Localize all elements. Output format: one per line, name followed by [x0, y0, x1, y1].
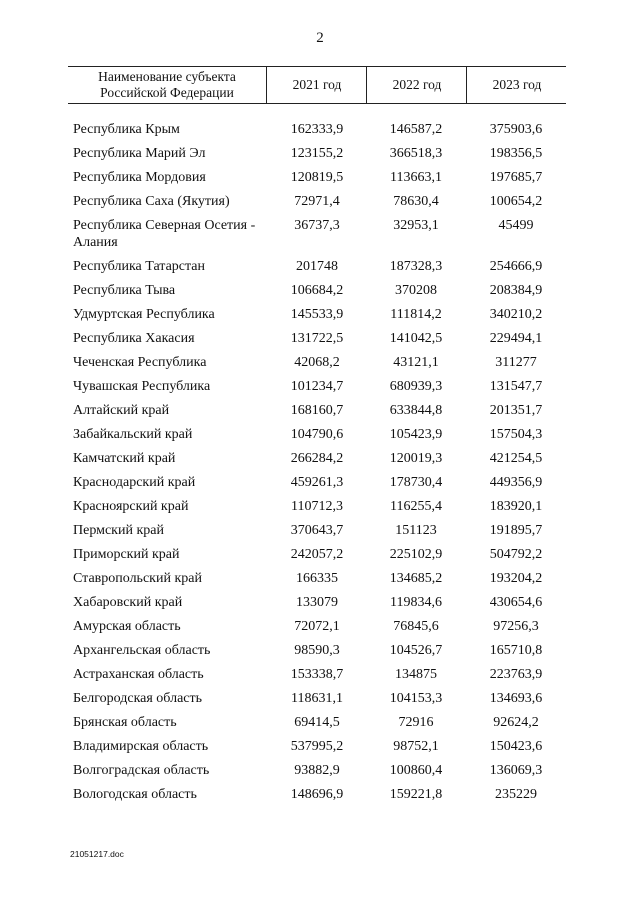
- value-2023: 150423,6: [489, 739, 543, 754]
- subject-name: Республика Марий Эл: [73, 146, 206, 161]
- subject-name: Белгородская область: [73, 691, 203, 706]
- header-subject-name: Наименование субъекта Российской Федерации: [98, 69, 236, 100]
- value-2023: 223763,9: [489, 667, 543, 682]
- value-2023: 198356,5: [489, 146, 543, 161]
- value-2023: 421254,5: [489, 451, 543, 466]
- subject-name: Архангельская область: [73, 643, 211, 658]
- value-2021: 36737,3: [294, 218, 340, 233]
- value-2021: 98590,3: [294, 643, 340, 658]
- value-2023: 45499: [498, 218, 534, 233]
- value-2021: 266284,2: [290, 451, 344, 466]
- subject-name: Республика Крым: [73, 122, 180, 137]
- subject-name: Удмуртская Республика: [73, 307, 215, 322]
- subject-name: Чеченская Республика: [73, 355, 207, 370]
- value-2022: 370208: [395, 283, 437, 298]
- value-2022: 120019,3: [389, 451, 443, 466]
- value-2023: 208384,9: [489, 283, 543, 298]
- value-2023: 191895,7: [489, 523, 543, 538]
- value-2021: 72072,1: [294, 619, 340, 634]
- value-2023: 430654,6: [489, 595, 543, 610]
- value-2023: 134693,6: [489, 691, 543, 706]
- subject-name: Чувашская Республика: [73, 379, 211, 394]
- value-2021: 123155,2: [290, 146, 344, 161]
- value-2023: 311277: [495, 355, 537, 370]
- value-2022: 680939,3: [389, 379, 443, 394]
- subject-name: Владимирская область: [73, 739, 209, 754]
- subject-name: Республика Хакасия: [73, 331, 195, 346]
- value-2021: 93882,9: [294, 763, 340, 778]
- value-2023: 504792,2: [489, 547, 543, 562]
- subject-name: Краснодарский край: [73, 475, 196, 490]
- value-2022: 116255,4: [390, 499, 442, 514]
- subject-name: Республика Северная Осетия - Алания: [73, 218, 256, 250]
- value-2023: 92624,2: [493, 715, 539, 730]
- value-2021: 131722,5: [290, 331, 344, 346]
- value-2021: 110712,3: [291, 499, 343, 514]
- subject-name: Камчатский край: [73, 451, 176, 466]
- value-2023: 197685,7: [489, 170, 543, 185]
- value-2023: 136069,3: [489, 763, 543, 778]
- value-2023: 340210,2: [489, 307, 543, 322]
- subject-name: Амурская область: [73, 619, 181, 634]
- value-2021: 72971,4: [294, 194, 340, 209]
- value-2021: 537995,2: [290, 739, 344, 754]
- value-2022: 366518,3: [389, 146, 443, 161]
- value-2021: 166335: [296, 571, 338, 586]
- value-2023: 235229: [495, 787, 537, 802]
- header-year-2022: 2022 год: [366, 67, 467, 103]
- value-2023: 97256,3: [493, 619, 539, 634]
- table-header: [68, 66, 566, 104]
- value-2023: 229494,1: [489, 331, 543, 346]
- subject-name: Астраханская область: [73, 667, 204, 682]
- value-2022: 119834,6: [390, 595, 442, 610]
- value-2021: 148696,9: [290, 787, 344, 802]
- header-year-2021: 2021 год: [266, 67, 367, 103]
- value-2021: 201748: [296, 259, 338, 274]
- value-2022: 225102,9: [389, 547, 443, 562]
- value-2021: 42068,2: [294, 355, 340, 370]
- value-2023: 165710,8: [489, 643, 543, 658]
- value-2023: 183920,1: [489, 499, 543, 514]
- value-2022: 104526,7: [389, 643, 443, 658]
- value-2023: 201351,7: [489, 403, 543, 418]
- subject-name: Республика Татарстан: [73, 259, 206, 274]
- subject-name: Республика Мордовия: [73, 170, 206, 185]
- subject-name: Алтайский край: [73, 403, 170, 418]
- value-2023: 131547,7: [489, 379, 543, 394]
- subject-name: Забайкальский край: [73, 427, 193, 442]
- value-2021: 459261,3: [290, 475, 344, 490]
- value-2023: 254666,9: [489, 259, 543, 274]
- value-2021: 168160,7: [290, 403, 344, 418]
- subject-name: Приморский край: [73, 547, 180, 562]
- value-2022: 633844,8: [389, 403, 443, 418]
- value-2021: 104790,6: [290, 427, 344, 442]
- subject-name: Хабаровский край: [73, 595, 183, 610]
- value-2023: 193204,2: [489, 571, 543, 586]
- subject-name: Пермский край: [73, 523, 164, 538]
- subject-name: Республика Тыва: [73, 283, 176, 298]
- value-2022: 100860,4: [389, 763, 443, 778]
- value-2022: 111814,2: [390, 307, 442, 322]
- value-2022: 187328,3: [389, 259, 443, 274]
- value-2023: 157504,3: [489, 427, 543, 442]
- value-2022: 72916: [398, 715, 434, 730]
- value-2021: 162333,9: [290, 122, 344, 137]
- subject-name: Республика Саха (Якутия): [73, 194, 230, 209]
- value-2021: 133079: [296, 595, 338, 610]
- value-2021: 118631,1: [291, 691, 343, 706]
- value-2021: 101234,7: [290, 379, 344, 394]
- value-2023: 100654,2: [489, 194, 543, 209]
- value-2022: 104153,3: [389, 691, 443, 706]
- value-2022: 98752,1: [393, 739, 439, 754]
- subject-name: Красноярский край: [73, 499, 189, 514]
- value-2021: 120819,5: [290, 170, 344, 185]
- value-2022: 146587,2: [389, 122, 443, 137]
- value-2022: 159221,8: [389, 787, 443, 802]
- value-2021: 145533,9: [290, 307, 344, 322]
- value-2022: 134875: [395, 667, 437, 682]
- page-number: 2: [316, 30, 324, 46]
- value-2021: 106684,2: [290, 283, 344, 298]
- file-name-footer: 21051217.doc: [70, 849, 124, 859]
- value-2022: 151123: [395, 523, 437, 538]
- value-2022: 134685,2: [389, 571, 443, 586]
- value-2022: 32953,1: [393, 218, 439, 233]
- value-2021: 242057,2: [290, 547, 344, 562]
- value-2022: 178730,4: [389, 475, 443, 490]
- value-2022: 78630,4: [393, 194, 439, 209]
- value-2023: 449356,9: [489, 475, 543, 490]
- value-2021: 370643,7: [290, 523, 344, 538]
- value-2022: 105423,9: [389, 427, 443, 442]
- subject-name: Ставропольский край: [73, 571, 202, 586]
- value-2022: 141042,5: [389, 331, 443, 346]
- value-2022: 113663,1: [390, 170, 442, 185]
- value-2021: 69414,5: [294, 715, 340, 730]
- value-2023: 375903,6: [489, 122, 543, 137]
- subject-name: Вологодская область: [73, 787, 197, 802]
- value-2022: 43121,1: [393, 355, 439, 370]
- value-2021: 153338,7: [290, 667, 344, 682]
- header-year-2023: 2023 год: [466, 67, 567, 103]
- value-2022: 76845,6: [393, 619, 439, 634]
- subject-name: Брянская область: [73, 715, 177, 730]
- subject-name: Волгоградская область: [73, 763, 210, 778]
